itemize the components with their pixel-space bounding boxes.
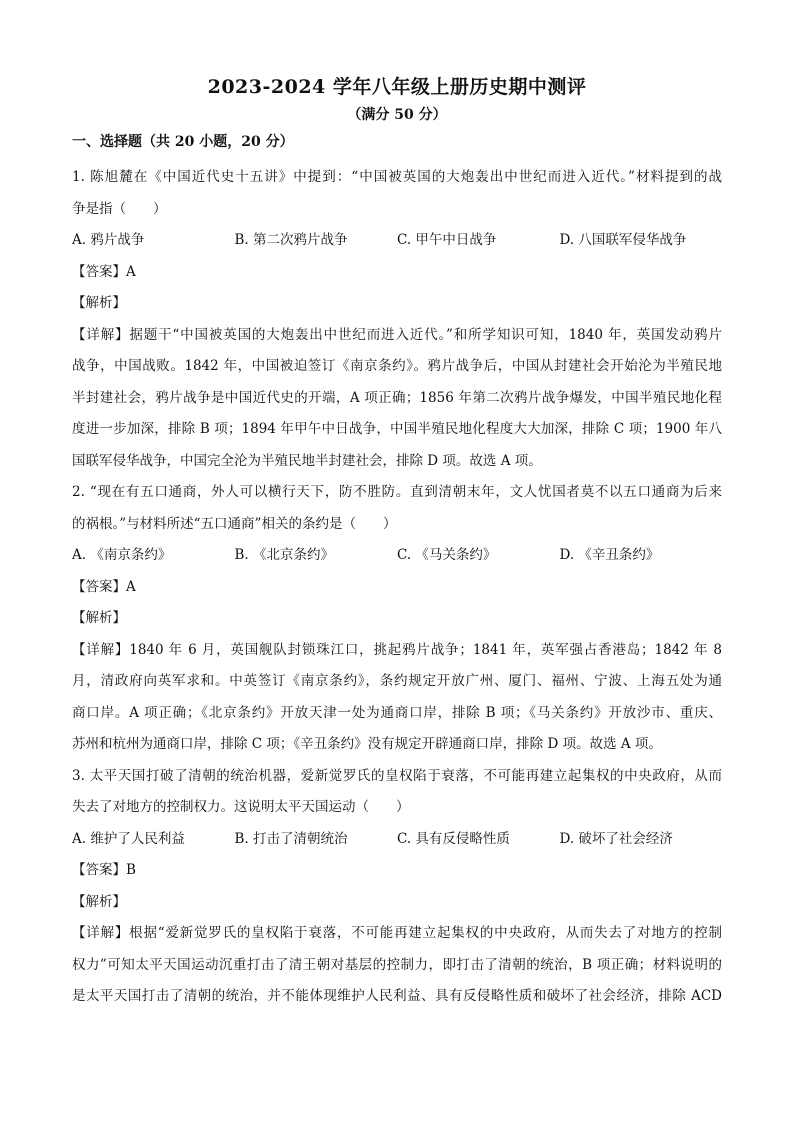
q1-analysis-label: 【解析】 — [72, 295, 126, 311]
q1-options — [72, 225, 722, 257]
q2-detail-line: 苏州和杭州为通商口岸，排除 C 项；《辛丑条约》没有规定开辟通商口岸，排除 D 项。故选 A 项。 — [72, 736, 662, 752]
q1-stem-line-1: 1. 陈旭麓在《中国近代史十五讲》中提到：“中国被英国的大炮轰出中世纪而进入近代。”材料提到的战 — [72, 169, 722, 185]
section-heading: 一、选择题（共 20 小题，20 分） — [72, 134, 294, 150]
q3-option-c: C. 具有反侵略性质 — [397, 830, 510, 847]
q1-option-a: A. 鸦片战争 — [72, 232, 145, 248]
q3-detail-line: 【详解】根据“爱新觉罗氏的皇权陷于衰落，不可能再建立起集权的中央政府，从而失去了对地方的控制 — [72, 925, 722, 941]
q2-answer: 【答案】A — [72, 578, 136, 595]
page-subtitle: （满分 50 分） — [347, 107, 447, 123]
q3-detail-line: 权力”可知太平天国运动沉重打击了清王朝对基层的控制力，即打击了清朝的统治，B 项正确；材料说明的 — [72, 956, 722, 973]
q3-options — [72, 824, 722, 856]
q2-option-d: D. 《辛丑条约》 — [559, 547, 660, 563]
q2-stem-line-1: 2. “现在有五口通商，外人可以横行天下，防不胜防。直到清朝末年，文人忧国者莫不以五口通商为后来 — [72, 484, 722, 500]
q3-stem-line-2: 失去了对地方的控制权力。这说明太平天国运动（ ） — [72, 799, 410, 815]
q1-detail-line: 国联军侵华战争，中国完全沦为半殖民地半封建社会，排除 D 项。故选 A 项。 — [72, 452, 542, 469]
q2-detail-line: 商口岸。A 项正确；《北京条约》开放天津一处为通商口岸，排除 B 项；《马关条约》开放沙市、重庆、 — [72, 704, 722, 721]
q3-option-b: B. 打击了清朝统治 — [234, 830, 348, 847]
q2-stem-line-2: 的祸根。”与材料所述“五口通商”相关的条约是（ ） — [72, 515, 397, 532]
q1-detail-line: 度进一步加深，排除 B 项；1894 年甲午中日战争，中国半殖民地化程度大大加深，排除 C 项；1900 年八 — [72, 421, 722, 437]
q1-option-b: B. 第二次鸦片战争 — [234, 232, 348, 248]
q2-option-c: C. 《马关条约》 — [397, 547, 497, 563]
q2-option-b: B. 《北京条约》 — [234, 547, 335, 563]
q2-detail-line: 【详解】1840 年 6 月，英国舰队封锁珠江口，挑起鸦片战争；1841 年，英军强占香港岛；1842 年 8 — [72, 641, 722, 658]
q3-analysis-label: 【解析】 — [72, 893, 126, 910]
q2-detail-line: 月，清政府向英军求和。中英签订《南京条约》，条约规定开放广州、厦门、福州、宁波、上海五处为通 — [72, 673, 722, 689]
q2-analysis-label: 【解析】 — [72, 610, 126, 626]
q1-detail-line: 战争，中国战败。1842 年，中国被迫签订《南京条约》。鸦片战争后，中国从封建社会开始沦为半殖民地 — [72, 358, 722, 374]
q3-stem-line-1: 3. 太平天国打破了清朝的统治机器，爱新觉罗氏的皇权陷于衰落，不可能再建立起集权的中央政府，从而 — [72, 767, 722, 784]
q1-detail-line: 半封建社会，鸦片战争是中国近代史的开端，A 项正确；1856 年第二次鸦片战争爆发，中国半殖民地化程 — [72, 389, 722, 406]
q1-option-c: C. 甲午中日战争 — [397, 232, 497, 248]
q1-detail-line: 【详解】据题干“中国被英国的大炮轰出中世纪而进入近代。”和所学知识可知，1840 年，英国发动鸦片 — [72, 326, 722, 343]
q2-option-a: A. 《南京条约》 — [72, 547, 172, 563]
q3-answer: 【答案】B — [72, 862, 136, 878]
q1-answer: 【答案】A — [72, 263, 136, 280]
q1-stem-line-2: 争是指（ ） — [72, 200, 167, 217]
q2-options — [72, 540, 722, 572]
page-title: 2023-2024 学年八年级上册历史期中测评 — [207, 76, 587, 98]
q3-option-d: D. 破坏了社会经济 — [559, 830, 673, 847]
q3-detail-line: 是太平天国打击了清朝的统治，并不能体现维护人民利益、具有反侵略性质和破坏了社会经济，排除 ACD — [72, 988, 722, 1004]
questions-body — [72, 162, 722, 1013]
q3-option-a: A. 维护了人民利益 — [72, 830, 185, 847]
q1-option-d: D. 八国联军侵华战争 — [559, 232, 687, 248]
